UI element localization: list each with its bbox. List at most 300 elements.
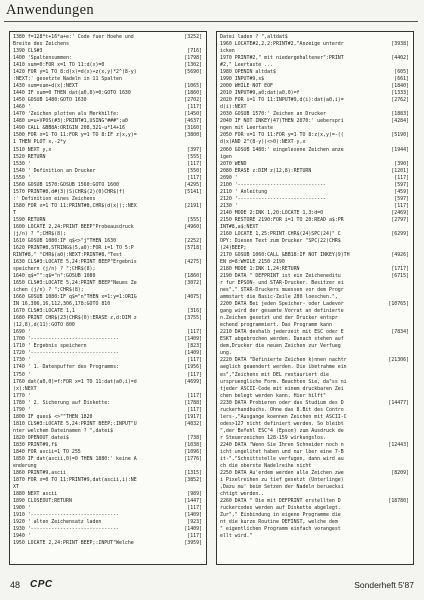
listing-line bbox=[220, 372, 410, 379]
code-text: tjeder ASCII-Code mit einem druckbaren Zei bbox=[220, 385, 344, 392]
code-text: 1460 ' bbox=[13, 104, 31, 111]
checksum: [1201] bbox=[391, 167, 409, 174]
listing-line bbox=[13, 470, 203, 477]
checksum: [5190] bbox=[391, 132, 409, 139]
code-text: 1570 PRINT#8,d#(3)(S)CHR$(2)(0)CHR$(f) bbox=[13, 188, 125, 195]
checksum: [4960] bbox=[184, 223, 202, 230]
listing-line bbox=[13, 477, 203, 484]
listing-line bbox=[220, 505, 410, 512]
code-text: 2090 ' bbox=[220, 174, 238, 181]
listing-line bbox=[220, 182, 410, 189]
code-text: 1710 ' Ergebnis speichern bbox=[13, 343, 87, 350]
code-text: igen bbox=[220, 153, 232, 160]
listing-line bbox=[13, 280, 203, 287]
code-text: 1850 IF dat(ascii,0)=0 THEN 1880:' keine A bbox=[13, 455, 137, 462]
code-text: 1390 CLS#3 bbox=[13, 48, 43, 55]
magazine-logo: CPC bbox=[30, 579, 53, 590]
listing-line bbox=[13, 154, 203, 161]
listing-line bbox=[13, 491, 203, 498]
listing-line bbox=[220, 336, 410, 343]
checksum: [5690] bbox=[184, 69, 202, 76]
listing-line bbox=[13, 69, 203, 76]
listing-line bbox=[220, 34, 410, 41]
listing-line bbox=[220, 224, 410, 231]
code-text: XT bbox=[13, 484, 19, 490]
listing-line bbox=[13, 526, 203, 533]
listing-line bbox=[13, 203, 203, 210]
checksum: [3755] bbox=[184, 315, 202, 322]
listing-column-right bbox=[216, 31, 414, 565]
code-text: 2100 '------------------------------ bbox=[220, 181, 326, 188]
listing-line bbox=[13, 245, 203, 252]
code-text: 1950 LOCATE 2,24:PRINT BEEP;:INPUT"Welche bbox=[13, 540, 134, 547]
listing-line bbox=[220, 245, 410, 252]
checksum: [4284] bbox=[391, 118, 409, 125]
listing-line bbox=[13, 55, 203, 62]
checksum: [1315] bbox=[184, 469, 202, 476]
code-text: " eigentlichen Programm einfach vorangest bbox=[220, 526, 341, 533]
listing-line bbox=[13, 322, 203, 329]
code-text: ichen (j/n) ? ";CHR$(8); bbox=[13, 287, 84, 294]
listing-line bbox=[13, 350, 203, 357]
code-text: 2170 GOSUB 1060:CALL &BB18:IF NOT INKEY(9)TH bbox=[220, 251, 350, 258]
checksum: [390] bbox=[394, 160, 409, 167]
checksum: [550] bbox=[187, 167, 202, 174]
checksum: [1447] bbox=[184, 498, 202, 505]
code-text: 1920 ' alten Zeichensatz laden bbox=[13, 519, 102, 526]
code-text: 1 THEN PLOT x,-2*y bbox=[13, 139, 66, 146]
checksum: [117] bbox=[187, 371, 202, 378]
checksum: [1409] bbox=[184, 512, 202, 519]
page-footer bbox=[0, 578, 424, 596]
code-text: 1540 ' Definition an Drucker bbox=[13, 167, 96, 174]
code-text: ",der Befehl ESC"4 (Epson) zum Ausdruck de bbox=[220, 427, 344, 434]
checksum: [2191] bbox=[184, 202, 202, 209]
code-text: 1930 '------------------------------ bbox=[13, 526, 119, 533]
listing-line bbox=[220, 203, 410, 210]
listing-line bbox=[220, 442, 410, 449]
checksum: [4402] bbox=[391, 55, 409, 62]
listing-line bbox=[13, 540, 203, 547]
listing-line bbox=[220, 196, 410, 203]
listing-line bbox=[13, 238, 203, 245]
issue-label: Sonderheft 5'87 bbox=[354, 580, 414, 590]
checksum: [459] bbox=[394, 188, 409, 195]
listing-line bbox=[13, 168, 203, 175]
checksum: [1409] bbox=[184, 336, 202, 343]
listing-line bbox=[220, 231, 410, 238]
listing-line bbox=[220, 76, 410, 83]
checksum: [4032] bbox=[184, 420, 202, 427]
listing-line bbox=[220, 294, 410, 301]
listing-line bbox=[13, 161, 203, 168]
listing-line bbox=[220, 343, 410, 350]
code-text: 1940 ' bbox=[13, 533, 31, 540]
listing-line bbox=[13, 393, 203, 400]
listing-line bbox=[220, 414, 410, 421]
listing-line bbox=[220, 147, 410, 154]
listing-line bbox=[13, 41, 203, 48]
code-text: 2230 DATA Probieren oder das Studium des D bbox=[220, 399, 344, 406]
code-text: 1880 NEXT ascii bbox=[13, 491, 58, 498]
listing-line bbox=[220, 477, 410, 484]
code-text: odes>127 nicht definiert werden. So bleibt bbox=[220, 420, 344, 427]
listing-line bbox=[13, 259, 203, 266]
listing-line bbox=[13, 414, 203, 421]
code-text: 1500 FOR x=1 TO 11:FOR y=1 TO 8:IF z(x,y)= bbox=[13, 132, 137, 139]
checksum: [397] bbox=[187, 146, 202, 153]
listing-line bbox=[220, 491, 410, 498]
listing-line bbox=[13, 449, 203, 456]
code-text: 1400 'Spaltensummen: bbox=[13, 55, 72, 62]
code-text: lers-,"Ausgange koennen Zeichen mit ASCII-C bbox=[220, 413, 347, 420]
code-text: (j/n) ? ";CHR$(8); bbox=[13, 230, 66, 237]
code-text: ung. bbox=[220, 350, 232, 357]
code-text: Zur"," Einbindung in eigene Programme die bbox=[220, 512, 341, 519]
checksum: [5141] bbox=[184, 188, 202, 195]
code-text: ngen mit Leertaste bbox=[220, 125, 273, 132]
listing-line bbox=[13, 484, 203, 491]
listing-line bbox=[220, 463, 410, 470]
code-text: Datei laden ? ",altdat$ bbox=[220, 34, 288, 40]
checksum: [1776] bbox=[184, 455, 202, 462]
listing-line bbox=[220, 329, 410, 336]
listing-line bbox=[13, 505, 203, 512]
code-text: 1870 FOR x=0 TO 11:PRINT#9,dat(ascii,i):NE bbox=[13, 476, 137, 483]
checksum: [555] bbox=[187, 153, 202, 160]
code-text: i Pixelreihen zu tief gesetzt (Unterlinge) bbox=[220, 476, 344, 483]
checksum: [316] bbox=[187, 308, 202, 315]
listing-line bbox=[13, 294, 203, 301]
listing-line bbox=[13, 407, 203, 414]
listing-line bbox=[13, 315, 203, 322]
section-title: Anwendungen bbox=[6, 2, 94, 18]
listing-line bbox=[13, 217, 203, 224]
code-text: 2210 DATA deshalb jederzeit mit ESC oder E bbox=[220, 329, 344, 336]
listing-line bbox=[220, 118, 410, 125]
code-text: Breite des Zeichens bbox=[13, 41, 69, 48]
code-text: 1550 ' bbox=[13, 174, 31, 181]
code-text: 1700 '------------------------------ bbox=[13, 336, 119, 343]
code-text: 1760 dat(a0,0)=f:FOR x=1 TO 11:dat(a0,i)=d bbox=[13, 378, 137, 385]
code-text: 2220 DATA "Definierte Zeichen k)nnen nachtr bbox=[220, 357, 347, 364]
listing-line bbox=[13, 48, 203, 55]
code-text: 1900 ' bbox=[13, 505, 31, 512]
code-text: 1740 ' 1. Datenpuffer des Programms: bbox=[13, 364, 119, 371]
listing-line bbox=[220, 97, 410, 104]
checksum: [4699] bbox=[184, 378, 202, 385]
code-text: 1810 CLS#3:LOCATE 5,24:PRINT BEEP;:INPUT"U bbox=[13, 420, 137, 427]
checksum: [4295] bbox=[184, 181, 202, 188]
code-text: 1720 '------------------------------ bbox=[13, 350, 119, 357]
listing-line bbox=[13, 498, 203, 505]
listing-line bbox=[13, 210, 203, 217]
checksum: [4637] bbox=[184, 118, 202, 125]
code-text: 1980 OPENIN altdat$ bbox=[220, 69, 276, 76]
checksum: [1065] bbox=[184, 83, 202, 90]
checksum: [2797] bbox=[391, 216, 409, 223]
checksum: [1717] bbox=[391, 266, 409, 273]
listing-line bbox=[13, 301, 203, 308]
listing-line bbox=[13, 147, 203, 154]
code-text: 2080 ERASE z:DIM z(12,8):RETURN bbox=[220, 167, 312, 174]
listing-line bbox=[220, 83, 410, 90]
listing-line bbox=[220, 407, 410, 414]
code-text: 2180 MODE 1:INK 1,24:RETURN bbox=[220, 266, 300, 273]
code-text: d(x)AND 2^(8-y))<>0):NEXT y,x bbox=[220, 139, 306, 146]
listing-line bbox=[13, 125, 203, 132]
listing-line bbox=[13, 34, 203, 41]
checksum: [2469] bbox=[391, 209, 409, 216]
code-text: 2000 WHILE NOT EOF bbox=[220, 83, 273, 90]
code-text: 1970 PRINT#2," mit niedergehaltener":PRINT bbox=[220, 55, 344, 62]
code-text: nter welchem Dateinamen ? ",datei$ bbox=[13, 427, 114, 434]
listing-line bbox=[13, 62, 203, 69]
code-text: nes"," STAR-Druckers muessen vor dem Progr bbox=[220, 287, 344, 294]
checksum: [1038] bbox=[184, 441, 202, 448]
code-text: 2040 IF NOT INKEY(47)THEN 2070:' ueberspri bbox=[220, 118, 344, 125]
code-text: ruckerhandbuchs. Ohne das 8.Bit des Contro bbox=[220, 406, 344, 413]
code-text: ch die oberste Nadelreihe nicht bbox=[220, 462, 312, 469]
code-text: enderung bbox=[13, 462, 37, 469]
code-text: icken bbox=[220, 48, 235, 55]
code-text: 1560 GOSUB 1570:GOSUB 1560:GOTO 1600 bbox=[13, 181, 119, 188]
listing-line bbox=[13, 364, 203, 371]
code-text: 1990 INPUT#9,s$ bbox=[220, 76, 265, 83]
code-text: 1600 LOCATE 2,24:PRINT BEEP"Probeausdruck bbox=[13, 223, 134, 230]
listing-line bbox=[13, 435, 203, 442]
code-text: RINT#8," "CHR$(a0):NEXT:PRINT#8,"Test bbox=[13, 251, 122, 258]
code-text: 2130 ' bbox=[220, 202, 238, 209]
code-text: 1480 u=u+VPOS(#3):PRINT#1,USING"###";a0 bbox=[13, 118, 128, 125]
code-text: 2140 MODE 2:INK 1,20:LOCATE 1,3:d=0 bbox=[220, 209, 324, 216]
code-text: 1650 CLS#3:LOCATE 5,24:PRINT BEEP"Neues Ze bbox=[13, 280, 137, 287]
listing-line bbox=[220, 308, 410, 315]
code-text: d(i):NEXT bbox=[220, 104, 247, 111]
code-text: 1800 IF ques$ <>""THEN 1820 bbox=[13, 413, 93, 420]
listing-line bbox=[220, 252, 410, 259]
checksum: [3072] bbox=[184, 280, 202, 287]
listing-line bbox=[13, 519, 203, 526]
code-text: 1730 ' bbox=[13, 357, 31, 364]
code-text: gang wird der gesamte Vorrat an definierte bbox=[220, 308, 344, 315]
code-text: 1580 FOR x=1 TO 11:PRINT#8,CHR$(d(x));:NEX bbox=[13, 202, 137, 209]
code-text: OPY: Diesen Text zum Drucker "SPC(22)CHR$ bbox=[220, 237, 341, 244]
code-text: 1430 sum=sum+d(x):NEXT bbox=[13, 83, 78, 90]
code-text: 2120 '------------------------------ bbox=[220, 195, 326, 202]
code-text: 1860 PRINT#9,ascii bbox=[13, 469, 66, 476]
listing-line bbox=[220, 238, 410, 245]
checksum: [661] bbox=[394, 76, 409, 83]
listing-line bbox=[220, 139, 410, 146]
listing-line bbox=[13, 132, 203, 139]
listing-line bbox=[13, 175, 203, 182]
listing-line bbox=[220, 379, 410, 386]
listing-line bbox=[220, 421, 410, 428]
listing-line bbox=[13, 308, 203, 315]
checksum: [6715] bbox=[391, 273, 409, 280]
code-text: 2070 WEND bbox=[220, 160, 247, 167]
checksum: [18780] bbox=[388, 498, 409, 505]
listing-line bbox=[13, 336, 203, 343]
checksum: [117] bbox=[187, 104, 202, 111]
listing-line bbox=[13, 463, 203, 470]
code-text: 2260 DATA " Die mit DEFPRINT erstellten D bbox=[220, 498, 341, 505]
code-text: urspruengliche Form. Beachten Sie, da"ss ni bbox=[220, 378, 347, 385]
code-text: 1960 LOCATE#2,2,2:PRINT#2,"Anzeige unterdr bbox=[220, 41, 344, 48]
listing-line bbox=[220, 519, 410, 526]
checksum: [1409] bbox=[184, 350, 202, 357]
listing-line bbox=[13, 118, 203, 125]
checksum: [117] bbox=[187, 160, 202, 167]
listing-line bbox=[220, 428, 410, 435]
listing-line bbox=[220, 111, 410, 118]
listing-line bbox=[220, 435, 410, 442]
listing-line bbox=[220, 62, 410, 69]
code-text: 1410 sum=0:FOR x=1 TO 11:d(x)=0 bbox=[13, 62, 105, 69]
checksum: [555] bbox=[187, 216, 202, 223]
checksum: [8209] bbox=[391, 469, 409, 476]
checksum: [597] bbox=[394, 181, 409, 188]
code-text: INT#8,a$:NEXT bbox=[220, 223, 259, 230]
listing-line bbox=[220, 273, 410, 280]
listing-line bbox=[220, 470, 410, 477]
code-text: EN d=8:WHILE 2150 2190 bbox=[220, 259, 285, 265]
listing-line bbox=[220, 350, 410, 357]
code-text: 2240 DATA "Wenn Sie Ihren Schneider noch n bbox=[220, 441, 344, 448]
checksum: [3852] bbox=[184, 476, 202, 483]
checksum: [2762] bbox=[391, 97, 409, 104]
checksum: [823] bbox=[187, 343, 202, 350]
checksum: [716] bbox=[187, 48, 202, 55]
listing-line bbox=[13, 104, 203, 111]
listing-line bbox=[13, 329, 203, 336]
listing-line bbox=[220, 357, 410, 364]
listing-line bbox=[220, 301, 410, 308]
listing-line bbox=[13, 182, 203, 189]
code-text: #2," Leertaste ... bbox=[220, 62, 273, 69]
listing-line bbox=[13, 512, 203, 519]
code-text: T bbox=[13, 209, 16, 216]
listing-line bbox=[13, 357, 203, 364]
listing-line bbox=[13, 266, 203, 273]
listing-line bbox=[220, 484, 410, 491]
code-text: aeglich geaendert werden. Die ibetrahme ein bbox=[220, 364, 347, 371]
code-text: 1470 'Zeichen plotten als Merkhilfe: bbox=[13, 111, 119, 118]
code-text: 1660 GOSUB 1080:IF q$="n"THEN x=1:y=1:ORIG bbox=[13, 294, 137, 301]
listing-line bbox=[220, 104, 410, 111]
code-text: ,Dazu mu' beim Setzen der Nadeln beruecksi bbox=[220, 484, 344, 490]
listing-line bbox=[220, 400, 410, 407]
checksum: [3938] bbox=[391, 41, 409, 48]
code-text: (12,8),d(11):GOTO 800 bbox=[13, 322, 75, 329]
code-text: IN 16,306,16,112,306,178:GOTO 810 bbox=[13, 301, 111, 308]
code-text: icht ungelitet haben und nur lber eine 7-B bbox=[220, 448, 344, 455]
code-text: 1690 ' bbox=[13, 329, 31, 336]
page-header bbox=[4, 2, 418, 24]
checksum: [4926] bbox=[391, 251, 409, 258]
checksum: [117] bbox=[394, 202, 409, 209]
listing-line bbox=[220, 154, 410, 161]
code-text: 1530 ' bbox=[13, 160, 31, 167]
checksum: [12443] bbox=[388, 441, 409, 448]
checksum: [7834] bbox=[391, 329, 409, 336]
checksum: [1409] bbox=[184, 526, 202, 533]
listing-line bbox=[220, 498, 410, 505]
code-text: 1380 f=128*t+16*a+e:' Code fuer Hoehe und bbox=[13, 34, 134, 40]
listing-line bbox=[220, 132, 410, 139]
checksum: [3252] bbox=[184, 34, 202, 40]
listing-line bbox=[220, 90, 410, 97]
code-text: it-","Schnittstelle verfugen, dann wird au bbox=[220, 455, 344, 462]
code-text: es","Zeichens mit DEL restauriert die bbox=[220, 371, 329, 378]
checksum: [117] bbox=[394, 174, 409, 181]
code-text: echend programmiert. Das Programm kann bbox=[220, 322, 332, 329]
code-text: 1630 CLS#3:LOCATE 5,24:PRINT BEEP"Ergebnis bbox=[13, 259, 137, 265]
code-text: 2190 DATA " DEFPRINT ist ein Zeicheneditu bbox=[220, 273, 341, 280]
listing-line bbox=[13, 421, 203, 428]
checksum: [1798] bbox=[184, 55, 202, 62]
code-text: 1450 GOSUB 1480:GOTO 1630 bbox=[13, 97, 87, 104]
listing-line bbox=[13, 273, 203, 280]
listing-line bbox=[220, 189, 410, 196]
listing-line bbox=[220, 175, 410, 182]
checksum: [14477] bbox=[388, 399, 409, 406]
checksum: [117] bbox=[187, 392, 202, 399]
checksum: [117] bbox=[187, 357, 202, 364]
listing-line bbox=[13, 456, 203, 463]
checksum: [738] bbox=[187, 434, 202, 441]
listing-line bbox=[220, 322, 410, 329]
checksum: [117] bbox=[187, 505, 202, 512]
listing-line bbox=[220, 386, 410, 393]
listing-line bbox=[220, 48, 410, 55]
code-text: nt die kurze Routine DEFINST, welche dem bbox=[220, 519, 338, 526]
code-text: chtigt werden.. bbox=[220, 491, 265, 498]
listing-line bbox=[13, 83, 203, 90]
listing-line bbox=[13, 400, 203, 407]
listing-line bbox=[13, 97, 203, 104]
checksum: [2252] bbox=[184, 237, 202, 244]
listing-line bbox=[220, 259, 410, 266]
checksum: [10765] bbox=[388, 301, 409, 308]
checksum: [1096] bbox=[184, 448, 202, 455]
listing-line bbox=[220, 69, 410, 76]
listing-line bbox=[13, 287, 203, 294]
checksum: [923] bbox=[187, 519, 202, 526]
code-text: 1910 '------------------------------ bbox=[13, 512, 119, 519]
listing-line bbox=[13, 533, 203, 540]
listing-line bbox=[220, 526, 410, 533]
checksum: [3160] bbox=[184, 125, 202, 132]
code-text: r fur EPSON- und STAR-Drucker. Besitzer ei bbox=[220, 280, 344, 287]
listing-line bbox=[220, 210, 410, 217]
listing-line bbox=[13, 442, 203, 449]
code-text: 1670 CLS#3:LOCATE 1,1 bbox=[13, 308, 75, 315]
code-text: 2010 INPUT#9,a0;dat(a0,0)=f bbox=[220, 90, 300, 97]
checksum: [117] bbox=[187, 329, 202, 336]
code-text: 1680 PRINT CHR$(23)CHR$(0):ERASE z,d:DIM z bbox=[13, 315, 137, 322]
code-text: 1520 RETURN bbox=[13, 153, 46, 160]
listing-line bbox=[13, 189, 203, 196]
checksum: [4275] bbox=[184, 259, 202, 265]
listing-line bbox=[13, 231, 203, 238]
code-text: 2250 DATA Au'erdem werden alle Zeichen zwe bbox=[220, 469, 344, 476]
page-number: 48 bbox=[10, 580, 21, 590]
code-text: 1590 RETURN bbox=[13, 216, 46, 223]
checksum: [117] bbox=[187, 174, 202, 181]
checksum: [597] bbox=[394, 195, 409, 202]
